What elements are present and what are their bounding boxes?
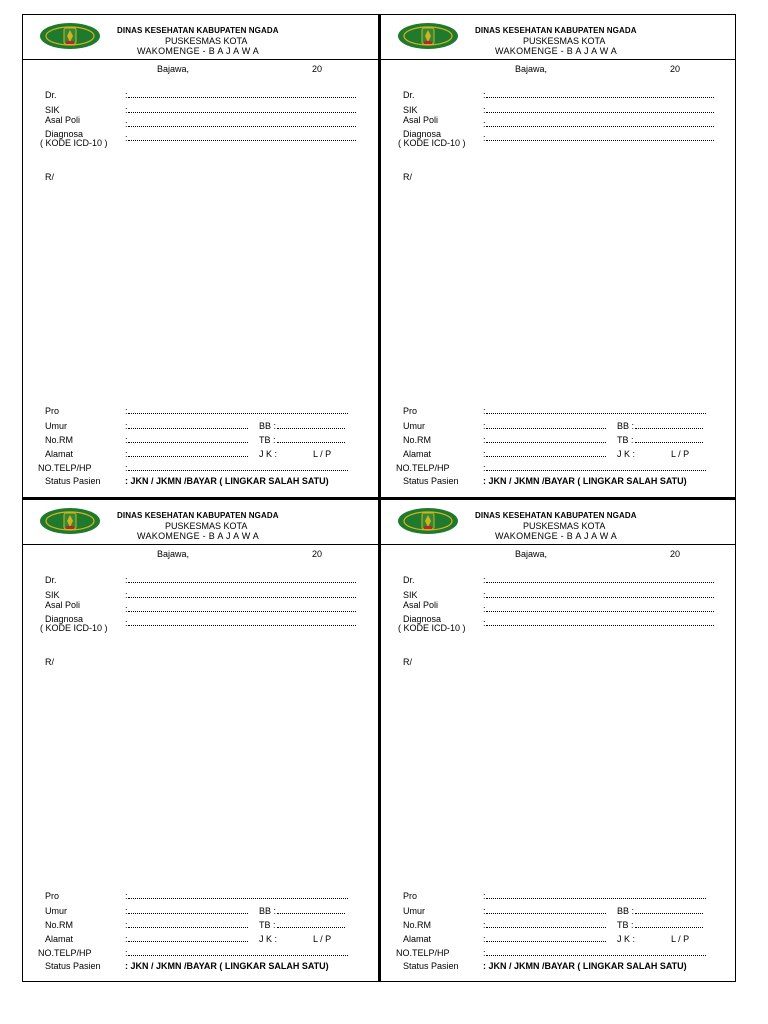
dr-label: Dr. bbox=[45, 575, 57, 585]
bb-label: BB : bbox=[259, 421, 277, 431]
no-telp-field[interactable] bbox=[128, 470, 348, 471]
no-telp-label: NO.TELP/HP bbox=[38, 948, 92, 958]
umur-field[interactable] bbox=[128, 428, 248, 429]
sik-colon: : bbox=[483, 590, 486, 600]
umur-label: Umur bbox=[45, 906, 67, 916]
jk-options[interactable]: L / P bbox=[313, 934, 332, 944]
dr-field[interactable] bbox=[486, 582, 714, 583]
card-header bbox=[23, 15, 378, 60]
no-rm-colon: : bbox=[125, 435, 128, 445]
diagnosa-field[interactable] bbox=[486, 140, 714, 141]
sik-colon: : bbox=[125, 590, 128, 600]
asal-poli-field[interactable] bbox=[486, 126, 714, 127]
no-telp-field[interactable] bbox=[128, 955, 348, 956]
tb-label: TB : bbox=[617, 435, 634, 445]
diagnosa-field[interactable] bbox=[128, 625, 356, 626]
pro-field[interactable] bbox=[486, 898, 706, 899]
dr-colon: : bbox=[125, 90, 128, 100]
tb-field[interactable] bbox=[277, 927, 345, 928]
ngada-emblem-icon bbox=[397, 21, 459, 51]
jk-label: J K : bbox=[259, 449, 278, 459]
bb-field[interactable] bbox=[635, 428, 703, 429]
pro-label: Pro bbox=[403, 891, 418, 901]
asal-poli-field[interactable] bbox=[486, 611, 714, 612]
sik-label: SIK bbox=[403, 590, 418, 600]
dr-field[interactable] bbox=[128, 582, 356, 583]
diagnosa-field[interactable] bbox=[128, 140, 356, 141]
alamat-colon: : bbox=[125, 449, 128, 459]
no-telp-colon: : bbox=[125, 948, 128, 958]
prescription-sheet bbox=[22, 14, 738, 971]
jk-options[interactable]: L / P bbox=[671, 934, 690, 944]
dr-colon: : bbox=[125, 575, 128, 585]
place-label: Bajawa, bbox=[515, 549, 548, 559]
alamat-colon: : bbox=[483, 934, 486, 944]
bb-field[interactable] bbox=[635, 913, 703, 914]
tb-label: TB : bbox=[259, 920, 276, 930]
umur-colon: : bbox=[125, 906, 128, 916]
ngada-emblem-icon bbox=[39, 21, 101, 51]
pro-colon: : bbox=[125, 406, 128, 416]
dr-colon: : bbox=[483, 575, 486, 585]
year-label: 20 bbox=[312, 549, 323, 559]
diagnosa-label: Diagnosa bbox=[45, 614, 84, 624]
rx-label: R/ bbox=[45, 172, 54, 182]
card-header bbox=[23, 500, 378, 545]
status-pasien-label: Status Pasien bbox=[403, 961, 459, 971]
rx-label: R/ bbox=[45, 657, 54, 667]
kode-icd-label: ( KODE ICD-10 ) bbox=[40, 623, 108, 633]
sik-colon: : bbox=[483, 105, 486, 115]
tb-field[interactable] bbox=[277, 442, 345, 443]
alamat-field[interactable] bbox=[128, 456, 248, 457]
status-pasien-label: Status Pasien bbox=[45, 476, 101, 486]
asal-poli-label: Asal Poli bbox=[403, 115, 439, 125]
tb-label: TB : bbox=[617, 920, 634, 930]
status-pasien-options[interactable]: : JKN / JKMN /BAYAR ( LINGKAR SALAH SATU) bbox=[125, 961, 329, 971]
dr-label: Dr. bbox=[403, 90, 415, 100]
dr-field[interactable] bbox=[486, 97, 714, 98]
sik-label: SIK bbox=[45, 590, 60, 600]
no-rm-field[interactable] bbox=[486, 927, 606, 928]
bb-label: BB : bbox=[617, 906, 635, 916]
status-pasien-label: Status Pasien bbox=[45, 961, 101, 971]
alamat-field[interactable] bbox=[486, 941, 606, 942]
umur-colon: : bbox=[483, 906, 486, 916]
umur-colon: : bbox=[125, 421, 128, 431]
status-pasien-options[interactable]: : JKN / JKMN /BAYAR ( LINGKAR SALAH SATU) bbox=[483, 476, 687, 486]
header-puskesmas: PUSKESMAS KOTA bbox=[165, 521, 248, 531]
bb-label: BB : bbox=[259, 906, 277, 916]
jk-options[interactable]: L / P bbox=[313, 449, 332, 459]
dr-field[interactable] bbox=[128, 97, 356, 98]
bb-field[interactable] bbox=[277, 913, 345, 914]
prescription-card bbox=[22, 14, 379, 498]
alamat-field[interactable] bbox=[486, 456, 606, 457]
umur-label: Umur bbox=[403, 906, 425, 916]
ngada-emblem-icon bbox=[39, 506, 101, 536]
umur-field[interactable] bbox=[128, 913, 248, 914]
no-telp-colon: : bbox=[483, 463, 486, 473]
kode-icd-label: ( KODE ICD-10 ) bbox=[40, 138, 108, 148]
pro-colon: : bbox=[483, 891, 486, 901]
umur-label: Umur bbox=[403, 421, 425, 431]
tb-field[interactable] bbox=[635, 927, 703, 928]
no-rm-label: No.RM bbox=[403, 920, 432, 930]
pro-field[interactable] bbox=[128, 898, 348, 899]
sik-field[interactable] bbox=[486, 112, 714, 113]
status-pasien-label: Status Pasien bbox=[403, 476, 459, 486]
jk-label: J K : bbox=[617, 934, 636, 944]
header-agency: DINAS KESEHATAN KABUPATEN NGADA bbox=[475, 511, 637, 520]
sik-label: SIK bbox=[45, 105, 60, 115]
asal-poli-field[interactable] bbox=[128, 126, 356, 127]
bb-field[interactable] bbox=[277, 428, 345, 429]
card-header bbox=[381, 500, 735, 545]
umur-label: Umur bbox=[45, 421, 67, 431]
no-rm-colon: : bbox=[483, 920, 486, 930]
sik-field[interactable] bbox=[128, 112, 356, 113]
no-telp-colon: : bbox=[483, 948, 486, 958]
jk-options[interactable]: L / P bbox=[671, 449, 690, 459]
jk-label: J K : bbox=[259, 934, 278, 944]
bb-label: BB : bbox=[617, 421, 635, 431]
alamat-label: Alamat bbox=[403, 934, 432, 944]
no-telp-field[interactable] bbox=[486, 470, 706, 471]
tb-label: TB : bbox=[259, 435, 276, 445]
no-telp-label: NO.TELP/HP bbox=[38, 463, 92, 473]
diagnosa-label: Diagnosa bbox=[45, 129, 84, 139]
no-rm-field[interactable] bbox=[128, 927, 248, 928]
dr-label: Dr. bbox=[403, 575, 415, 585]
diagnosa-colon: : bbox=[483, 133, 486, 143]
diagnosa-colon: : bbox=[483, 618, 486, 628]
year-label: 20 bbox=[670, 64, 681, 74]
header-puskesmas: PUSKESMAS KOTA bbox=[523, 521, 606, 531]
pro-label: Pro bbox=[45, 891, 60, 901]
asal-poli-label: Asal Poli bbox=[403, 600, 439, 610]
sik-field[interactable] bbox=[128, 597, 356, 598]
year-label: 20 bbox=[312, 64, 323, 74]
header-agency: DINAS KESEHATAN KABUPATEN NGADA bbox=[117, 511, 279, 520]
no-telp-label: NO.TELP/HP bbox=[396, 463, 450, 473]
header-address: WAKOMENGE - B A J A W A bbox=[137, 46, 260, 56]
no-rm-label: No.RM bbox=[45, 920, 74, 930]
header-agency: DINAS KESEHATAN KABUPATEN NGADA bbox=[117, 26, 279, 35]
sik-field[interactable] bbox=[486, 597, 714, 598]
asal-poli-label: Asal Poli bbox=[45, 600, 81, 610]
header-address: WAKOMENGE - B A J A W A bbox=[495, 46, 618, 56]
place-label: Bajawa, bbox=[515, 64, 548, 74]
pro-field[interactable] bbox=[486, 413, 706, 414]
header-address: WAKOMENGE - B A J A W A bbox=[137, 531, 260, 541]
rx-label: R/ bbox=[403, 172, 412, 182]
prescription-card bbox=[379, 14, 736, 498]
kode-icd-label: ( KODE ICD-10 ) bbox=[398, 623, 466, 633]
diagnosa-label: Diagnosa bbox=[403, 614, 442, 624]
pro-field[interactable] bbox=[128, 413, 348, 414]
header-agency: DINAS KESEHATAN KABUPATEN NGADA bbox=[475, 26, 637, 35]
no-rm-label: No.RM bbox=[45, 435, 74, 445]
pro-label: Pro bbox=[45, 406, 60, 416]
no-rm-label: No.RM bbox=[403, 435, 432, 445]
rx-label: R/ bbox=[403, 657, 412, 667]
no-rm-field[interactable] bbox=[128, 442, 248, 443]
prescription-card bbox=[22, 498, 379, 982]
diagnosa-field[interactable] bbox=[486, 625, 714, 626]
alamat-label: Alamat bbox=[403, 449, 432, 459]
diagnosa-colon: : bbox=[125, 618, 128, 628]
jk-label: J K : bbox=[617, 449, 636, 459]
asal-poli-colon: : bbox=[483, 604, 486, 614]
status-pasien-options[interactable]: : JKN / JKMN /BAYAR ( LINGKAR SALAH SATU) bbox=[483, 961, 687, 971]
status-pasien-options[interactable]: : JKN / JKMN /BAYAR ( LINGKAR SALAH SATU) bbox=[125, 476, 329, 486]
ngada-emblem-icon bbox=[397, 506, 459, 536]
asal-poli-colon: : bbox=[125, 119, 128, 129]
no-telp-label: NO.TELP/HP bbox=[396, 948, 450, 958]
no-rm-colon: : bbox=[125, 920, 128, 930]
place-label: Bajawa, bbox=[157, 549, 190, 559]
header-puskesmas: PUSKESMAS KOTA bbox=[165, 36, 248, 46]
no-rm-field[interactable] bbox=[486, 442, 606, 443]
alamat-colon: : bbox=[483, 449, 486, 459]
dr-colon: : bbox=[483, 90, 486, 100]
asal-poli-colon: : bbox=[125, 604, 128, 614]
header-puskesmas: PUSKESMAS KOTA bbox=[523, 36, 606, 46]
sik-label: SIK bbox=[403, 105, 418, 115]
umur-field[interactable] bbox=[486, 428, 606, 429]
pro-colon: : bbox=[125, 891, 128, 901]
dr-label: Dr. bbox=[45, 90, 57, 100]
no-telp-field[interactable] bbox=[486, 955, 706, 956]
alamat-label: Alamat bbox=[45, 934, 74, 944]
umur-field[interactable] bbox=[486, 913, 606, 914]
asal-poli-label: Asal Poli bbox=[45, 115, 81, 125]
card-header bbox=[381, 15, 735, 60]
asal-poli-field[interactable] bbox=[128, 611, 356, 612]
alamat-field[interactable] bbox=[128, 941, 248, 942]
alamat-label: Alamat bbox=[45, 449, 74, 459]
no-rm-colon: : bbox=[483, 435, 486, 445]
umur-colon: : bbox=[483, 421, 486, 431]
header-address: WAKOMENGE - B A J A W A bbox=[495, 531, 618, 541]
alamat-colon: : bbox=[125, 934, 128, 944]
kode-icd-label: ( KODE ICD-10 ) bbox=[398, 138, 466, 148]
asal-poli-colon: : bbox=[483, 119, 486, 129]
diagnosa-label: Diagnosa bbox=[403, 129, 442, 139]
pro-colon: : bbox=[483, 406, 486, 416]
pro-label: Pro bbox=[403, 406, 418, 416]
sik-colon: : bbox=[125, 105, 128, 115]
year-label: 20 bbox=[670, 549, 681, 559]
prescription-card bbox=[379, 498, 736, 982]
place-label: Bajawa, bbox=[157, 64, 190, 74]
no-telp-colon: : bbox=[125, 463, 128, 473]
tb-field[interactable] bbox=[635, 442, 703, 443]
diagnosa-colon: : bbox=[125, 133, 128, 143]
